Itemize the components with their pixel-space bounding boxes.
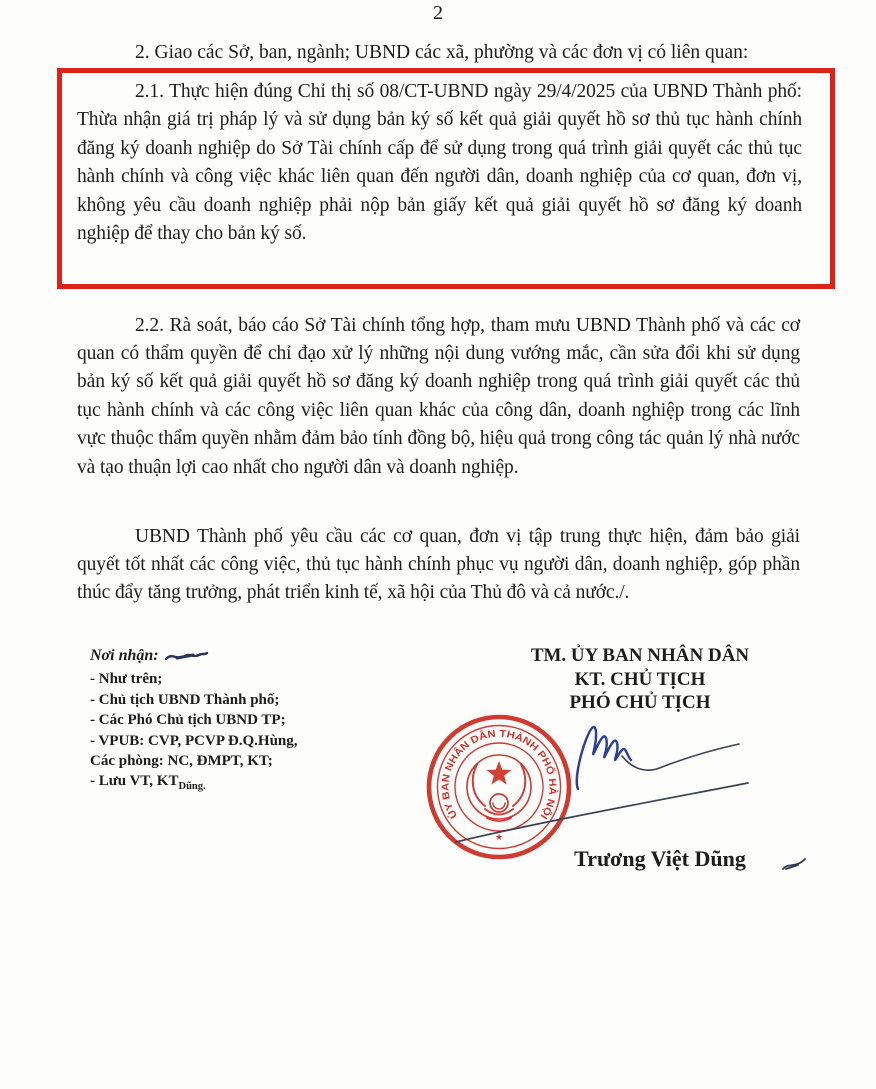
seal-star-icon: ★: [495, 832, 504, 842]
signing-authority: TM. ỦY BAN NHÂN DÂN: [530, 645, 750, 666]
paragraph-2-1: 2.1. Thực hiện đúng Chỉ thị số 08/CT-UBND ngày 29/4/2025 của UBND Thành phố: Thừa nhận giá trị pháp lý và sử dụng bản ký số kết quả giải quyết hồ sơ thủ tục hành chính đăng ký doanh nghiệp do Sở Tài chính cấp để sử dụng trong quá trình giải quyết các thủ tục hành chính và công việc khác liên quan đến người dân, doanh nghiệp của cơ quan, đơn vị, không yêu cầu doanh nghiệp phải nộp bản giấy kết quả giải quyết hồ sơ đăng ký doanh nghiệp để thay cho bản ký số.: [77, 81, 802, 245]
recipient-item-text: - Lưu VT, KT: [90, 773, 179, 790]
signature-ink: [450, 716, 760, 856]
recipients-label: [90, 646, 298, 666]
recipient-item: - VPUB: CVP, PCVP Đ.Q.Hùng,: [90, 732, 298, 749]
signing-title: PHÓ CHỦ TỊCH: [569, 692, 711, 713]
recipients-label-text: Nơi nhận:: [90, 647, 159, 664]
pen-mark-icon: [163, 648, 209, 664]
signer-flourish-icon: [780, 856, 808, 872]
signer-name: Trương Việt Dũng: [574, 846, 746, 871]
recipients-block: [90, 646, 298, 798]
page-number: 2: [433, 2, 443, 24]
highlight-box: [57, 68, 835, 289]
recipient-item: - Các Phó Chủ tịch UBND TP;: [90, 712, 286, 729]
recipient-item: - Chủ tịch UBND Thành phố;: [90, 691, 280, 708]
paragraph-2-2: 2.2. Rà soát, báo cáo Sở Tài chính tổng hợp, tham mưu UBND Thành phố và các cơ quan có thẩm quyền để chỉ đạo xử lý những nội dung vướng mắc, cần sửa đổi khi sử dụng bản ký số kết quả giải quyết hồ sơ đăng ký doanh nghiệp trong quá trình giải quyết các thủ tục hành chính và các công việc liên quan khác của công dân, doanh nghiệp trong các lĩnh vực thuộc thẩm quyền nhằm đảm bảo tính đồng bộ, hiệu quả trong công tác quản lý nhà nước và tạo thuận lợi cao nhất cho người dân và doanh nghiệp.: [77, 314, 800, 478]
recipient-item: Các phòng: NC, ĐMPT, KT;: [90, 753, 273, 770]
signature-heading-block: [455, 644, 825, 715]
signing-title-kt: KT. CHỦ TỊCH: [574, 668, 706, 690]
recipient-item: - Như trên;: [90, 671, 163, 688]
seal-circular-text: ỦY BAN NHÂN DÂN THÀNH PHỐ HÀ NỘI: [440, 728, 558, 821]
closing-paragraph: UBND Thành phố yêu cầu các cơ quan, đơn vị tập trung thực hiện, đảm bảo giải quyết tốt nhất các công việc, thủ tục hành chính phục vụ người dân, doanh nghiệp, góp phần thúc đẩy tăng trưởng, phát triển kinh tế, xã hội của Thủ đô và cả nước./.: [77, 525, 800, 604]
recipient-item: [90, 771, 298, 797]
section-heading: 2. Giao các Sở, ban, ngành; UBND các xã, phường và các đơn vị có liên quan:: [135, 42, 749, 63]
recipient-subscript: Dũng.: [178, 781, 206, 793]
